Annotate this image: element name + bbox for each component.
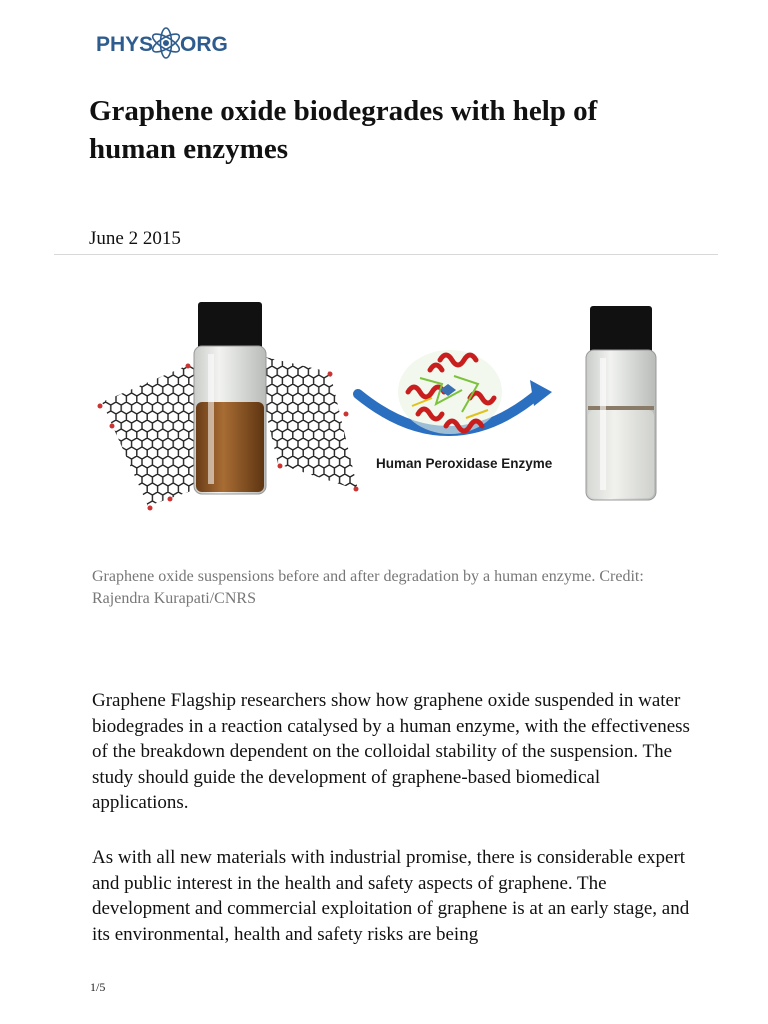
article-title: Graphene oxide biodegrades with help of human enzymes	[89, 95, 598, 165]
header-divider	[54, 254, 718, 255]
vial-before-degradation	[194, 302, 266, 494]
article-date: June 2 2015	[89, 228, 181, 249]
phys-org-logo[interactable]	[94, 22, 234, 64]
article-figure	[90, 294, 680, 524]
enzyme-label: Human Peroxidase Enzyme	[376, 456, 553, 471]
page-number: 1/5	[90, 980, 106, 994]
vial-after-degradation	[586, 306, 656, 500]
body-paragraph-2: As with all new materials with industrial promise, there is considerable expert and public interest in the health and safety aspects of graphene. The development and commercial exploitation of graphene is at an early stage, and its environmental, health and safety risks are being	[92, 847, 690, 945]
figure-caption: Graphene oxide suspensions before and after degradation by a human enzyme. Credit: Rajendra Kurapati/CNRS	[92, 568, 644, 607]
logo-text-org: ORG	[180, 33, 228, 56]
atom-icon	[150, 28, 181, 58]
body-paragraph-1: Graphene Flagship researchers show how graphene oxide suspended in water biodegrades in a reaction catalysed by a human enzyme, with the effectiveness of the breakdown dependent on the colloidal stability of the suspension. The study should guide the development of graphene-based biomedical applications.	[92, 690, 690, 813]
logo-text-phys: PHYS	[96, 33, 154, 56]
peroxidase-enzyme-structure	[398, 350, 502, 434]
